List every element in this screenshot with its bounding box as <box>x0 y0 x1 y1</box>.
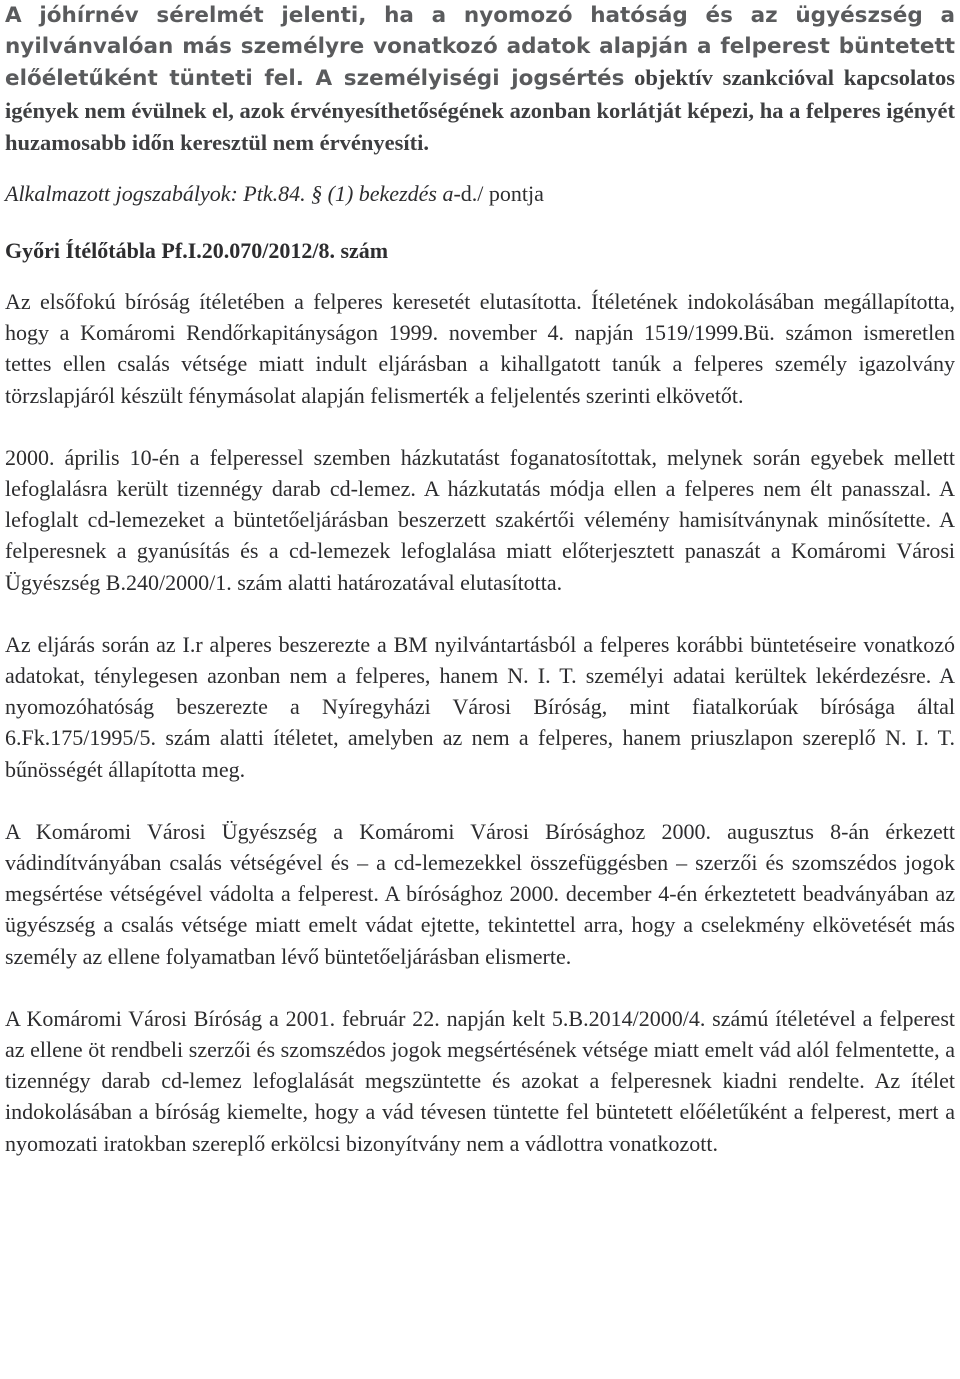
case-summary <box>5 0 955 159</box>
applied-laws <box>5 180 955 208</box>
summary-part-2: objektív szankcióval kapcsolatos igények nem évülnek el, azok érvényesíthetőségének azonban korlátját képezi, ha a felperes igényét huzamosabb időn keresztül nem érvényesíti. <box>5 65 955 155</box>
paragraph-2: 2000. április 10-én a felperessel szemben házkutatást foganatosítottak, melynek során egyebek mellett lefoglalásra került tizennégy darab cd-lemez. A házkutatás módja ellen a felperes nem élt panasszal. A lefoglalt cd-lemezeket a büntetőeljárásban beszerzett szakértői vélemény hamisítványnak minősítette. A felperesnek a gyanúsítás és a cd-lemezek lefoglalása miatt előterjesztett panaszát a Komáromi Városi Ügyészség B.240/2000/1. szám alatti határozatával elutasította. <box>5 444 955 595</box>
paragraph-1: Az elsőfokú bíróság ítéletében a felperes keresetét elutasította. Ítéletének indokolásában megállapította, hogy a Komáromi Rendőrkapitányságon 1999. november 4. napján 1519/1999.Bü. számon ismeretlen tettes ellen csalás vétsége miatt indult eljárásban a kihallgatott tanúk a felperes személy igazolvány törzslapjáról készült fénymásolat alapján felismerték a feljelentés szerinti elkövetőt. <box>5 289 955 408</box>
document-page <box>5 0 955 1159</box>
case-reference: Győri Ítélőtábla Pf.I.20.070/2012/8. szám <box>5 238 389 264</box>
paragraph-3: Az eljárás során az I.r alperes beszerezte a BM nyilvántartásból a felperes korábbi büntetéseire vonatkozó adatokat, ténylegesen azonban nem a felperes, hanem N. I. T. személyi adatai kerültek lekérdezésre. A nyomozóhatóság beszerezte a Nyíregyházi Városi Bíróság, mint fiatalkorúak bírósága által 6.Fk.175/1995/5. szám alatti ítéletet, amelyben az nem a felperes, hanem priuszlapon szereplő N. I. T. bűnösségét állapította meg. <box>5 631 955 782</box>
paragraph-4: A Komáromi Városi Ügyészség a Komáromi Városi Bírósághoz 2000. augusztus 8-án érkezett vádindítványában csalás vétségével és – a cd-lemezekkel összefüggésben – szerzői és szomszédos jogok megsértése vétségével vádolta a felperest. A bírósághoz 2000. december 4-én érkeztetett beadványában az ügyészség a csalás vétsége miatt emelt vádat ejtette, tekintettel arra, hogy a cselekmény elkövetését más személy az ellene folyamatban lévő büntetőeljárásban elismerte. <box>5 818 955 969</box>
summary-part-1: A jóhírnév sérelmét jelenti, ha a nyomozó hatóság és az ügyészség a nyilvánvalóan más személyre vonatkozó adatok alapján a felperest büntetett előéletűként tünteti fel. A személyiségi jogsértés <box>5 3 955 92</box>
paragraph-5: A Komáromi Városi Bíróság a 2001. február 22. napján kelt 5.B.2014/2000/4. számú ítéletével a felperest az ellene öt rendbeli szerzői és szomszédos jogok megsértésének vétsége miatt emelt vád alól felmentette, a tizennégy darab cd-lemez lefoglalását megszüntette és azokat a felperesnek kiadni rendelte. Az ítélet indokolásában a bíróság kiemelte, hogy a vád tévesen tüntette fel büntetett előéletűként a felperest, mert a nyomozati iratokban szereplő erkölcsi bizonyítvány nem a vádlottra vonatkozott. <box>5 1005 955 1156</box>
applied-laws-suffix: d./ pontja <box>460 181 544 207</box>
applied-laws-prefix: Alkalmazott jogszabályok: Ptk.84. § (1) bekezdés a- <box>5 181 461 207</box>
